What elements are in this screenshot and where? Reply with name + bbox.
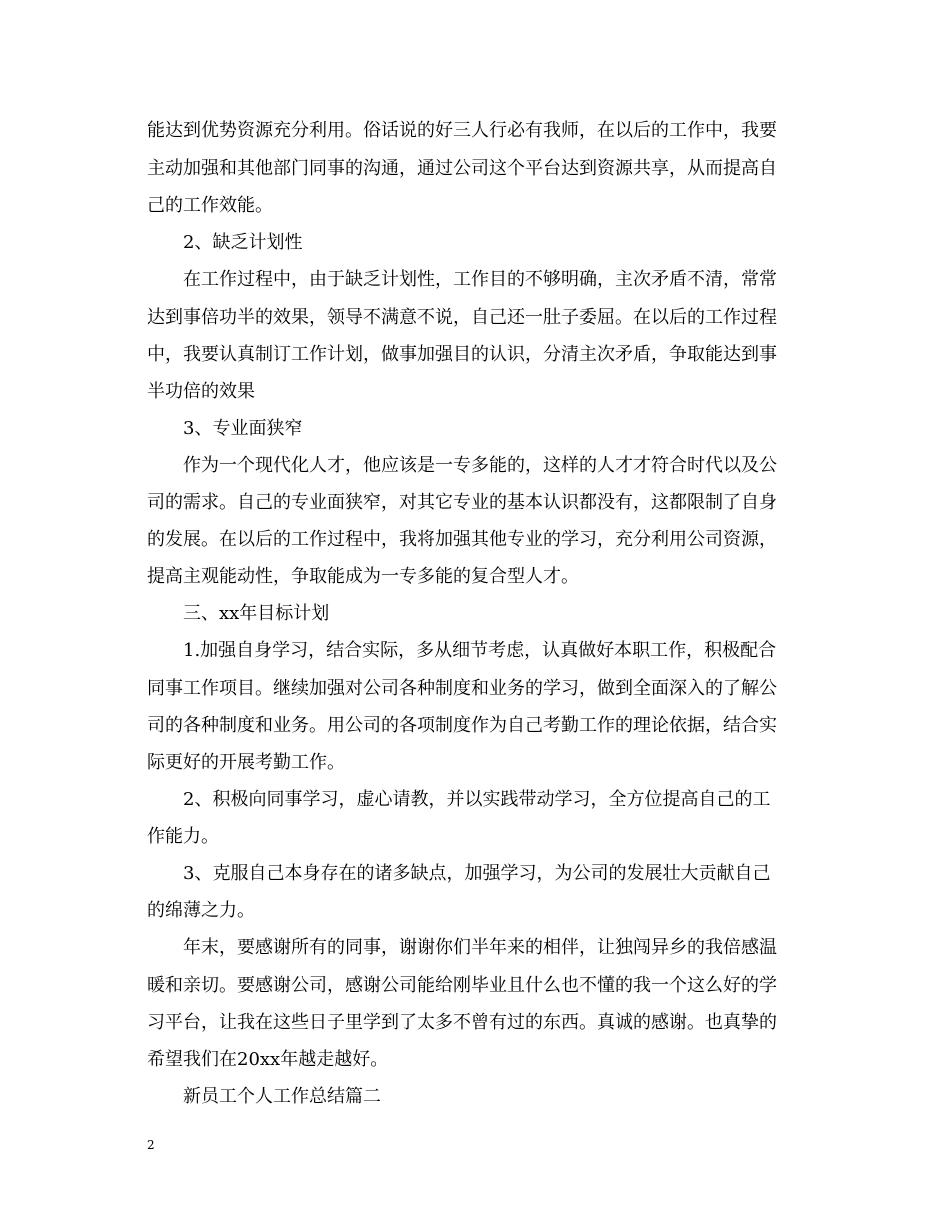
paragraph-line: 在工作过程中，由于缺乏计划性，工作目的不够明确，主次矛盾不清，常常 (183, 269, 777, 290)
paragraph-line: 的绵薄之力。 (147, 900, 255, 921)
paragraph-line: 习平台，让我在这些日子里学到了太多不曾有过的东西。真诚的感谢。也真挚的 (147, 1012, 777, 1033)
page-number: 2 (147, 1138, 155, 1152)
section-heading: 新员工个人工作总结篇二 (183, 1086, 381, 1107)
paragraph-line: 同事工作项目。继续加强对公司各种制度和业务的学习，做到全面深入的了解公 (147, 678, 777, 699)
paragraph-line: 作为一个现代化人才，他应该是一专多能的，这样的人才才符合时代以及公 (183, 455, 777, 476)
section-heading: 三、xx年目标计划 (183, 603, 330, 624)
paragraph-line: 达到事倍功半的效果，领导不满意不说，自己还一肚子委屈。在以后的工作过程 (147, 307, 777, 328)
paragraph-line: 中，我要认真制订工作计划，做事加强目的认识，分清主次矛盾，争取能达到事 (147, 344, 777, 365)
paragraph-line: 己的工作效能。 (147, 195, 273, 216)
paragraph-line: 司的各种制度和业务。用公司的各项制度作为自己考勤工作的理论依据，结合实 (147, 715, 777, 736)
paragraph-line: 希望我们在20xx年越走越好。 (147, 1049, 389, 1070)
paragraph-line: 半功倍的效果 (147, 381, 255, 402)
paragraph-line: 能达到优势资源充分利用。俗话说的好三人行必有我师，在以后的工作中，我要 (147, 120, 777, 141)
paragraph-line: 际更好的开展考勤工作。 (147, 752, 345, 773)
section-heading: 2、缺乏计划性 (183, 232, 303, 253)
paragraph-line: 暖和亲切。要感谢公司，感谢公司能给刚毕业且什么也不懂的我一个这么好的学 (147, 975, 777, 996)
paragraph-line: 提高主观能动性，争取能成为一专多能的复合型人才。 (147, 566, 579, 587)
paragraph-line: 2、积极向同事学习，虚心请教，并以实践带动学习，全方位提高自己的工 (183, 789, 771, 810)
paragraph-line: 主动加强和其他部门同事的沟通，通过公司这个平台达到资源共享，从而提高自 (147, 158, 777, 179)
paragraph-line: 1.加强自身学习，结合实际，多从细节考虑，认真做好本职工作，积极配合 (183, 640, 777, 661)
section-heading: 3、专业面狭窄 (183, 418, 303, 439)
paragraph-line: 3、克服自己本身存在的诸多缺点，加强学习，为公司的发展壮大贡献自己 (183, 863, 771, 884)
paragraph-line: 司的需求。自己的专业面狭窄，对其它专业的基本认识都没有，这都限制了自身 (147, 492, 777, 513)
paragraph-line: 的发展。在以后的工作过程中，我将加强其他专业的学习，充分利用公司资源， (147, 529, 777, 550)
paragraph-line: 年末，要感谢所有的同事，谢谢你们半年来的相伴，让独闯异乡的我倍感温 (183, 937, 777, 958)
paragraph-line: 作能力。 (147, 826, 219, 847)
